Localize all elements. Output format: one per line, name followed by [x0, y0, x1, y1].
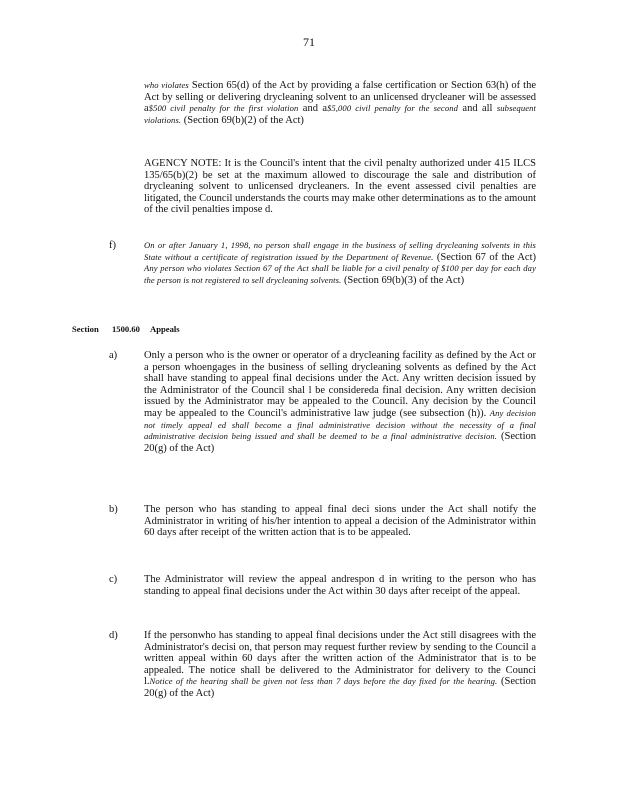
penalty-citation: (Section 69(b)(2) of the Act): [183, 114, 304, 126]
item-d-text-1: If the personwho has standing to appeal final decisions under the Act still disagrees with the Administrator's decisi on, that person may request further review by sending to the Council a written appeal within 60 days after the written action of the Administrator that is to be appealed. The notice shall be delivered to the Administrator for delivery to the Counci l.: [144, 630, 536, 688]
item-d-label: d): [109, 630, 118, 641]
paragraph-penalty-continuation: [144, 80, 536, 126]
item-a-citation: (Section 20(g) of the Act): [144, 431, 537, 454]
penalty-text-4: and a: [302, 103, 327, 115]
item-f-text-1: On or after January 1, 1998, no person shall engage in the business of selling drycleaning solvents in this State without a certificate of registration issued by the Department of Revenue.: [144, 240, 536, 262]
item-f-citation-2: (Section 69(b)(3) of the Act): [343, 274, 465, 286]
item-a-text-1: Only a person who is the owner or operator of a drycleaning facility as defined by the Act or a person whoengages in the business of selling drycleaning solvents as defined by the Act shall have standing to appeal final decisions under the Act. Any written decision issued by the Administrator of the Council shal l be considereda final decision. Any written decision issued by the Administrator may be appealed to the Council. Any decision by the Council may be appealed to the Council's administrative law judge (see subsection (h)).: [144, 350, 536, 419]
item-f-text: [144, 240, 536, 286]
item-b-text: The person who has standing to appeal final deci sions under the Act shall notify the Administrator in writing of his/her intention to appeal a decision of the Administrator within 60 days after receipt of the written action that is to be appealed.: [144, 504, 536, 539]
section-word: Section: [72, 324, 99, 334]
item-f-text-2: Any person who violates Section 67 of the Act shall be liable for a civil penalty of $100 per day for each day the person is not registered to sell drycleaning solvents.: [144, 263, 536, 285]
item-c-text: The Administrator will review the appeal andrespon d in writing to the person who has standing to appeal final decisions under the Act within 30 days after receipt of the appeal.: [144, 574, 536, 597]
penalty-text-3: $500 civil penalty for the first violation: [148, 103, 299, 114]
item-a-text-2: Any decision not timely appeal ed shall become a final administrative decision without the necessity of a final administrative decision being issued and shall be deemed to be a final administrative decision.: [144, 407, 536, 442]
item-f-citation-1: (Section 67 of the Act): [436, 251, 536, 263]
section-number: 1500.60: [112, 324, 140, 334]
item-d-text: [144, 630, 536, 700]
penalty-text-1: who violates: [144, 80, 189, 90]
item-a-text: [144, 350, 536, 454]
penalty-text-7: subsequent violations.: [144, 103, 537, 125]
item-d-text-2: Notice of the hearing shall be given not less than 7 days before the day fixed for the hearing.: [149, 676, 498, 687]
penalty-text-2: Section 65(d) of the Act by providing a false certification or Section 63(h) of the Act by selling or delivering drycleaning solvent to an unlicensed drycleaner will be assessed a: [144, 80, 536, 115]
item-d-citation: (Section 20(g) of the Act): [144, 676, 536, 699]
penalty-text-5: $5,000 civil penalty for the second: [326, 103, 459, 114]
item-f-label: f): [109, 240, 116, 251]
penalty-text-6: and all: [462, 103, 493, 115]
item-a-label: a): [109, 350, 118, 361]
item-b-label: b): [109, 504, 118, 515]
agency-note: AGENCY NOTE: It is the Council's intent that the civil penalty authorized under 415 ILCS 135/65(b)(2) be set at the maximum allowed to discourage the sale and distribution of drycleaning solvent to unlicensed drycleaners. In the event assessed civil penalties are litigated, the Council understands the courts may make other determinations as to the amount of the civil penalties impose d.: [144, 158, 536, 216]
section-title: Appeals: [150, 324, 180, 334]
page-number: 71: [303, 35, 315, 49]
item-c-label: c): [109, 574, 118, 585]
section-heading: [72, 324, 180, 335]
